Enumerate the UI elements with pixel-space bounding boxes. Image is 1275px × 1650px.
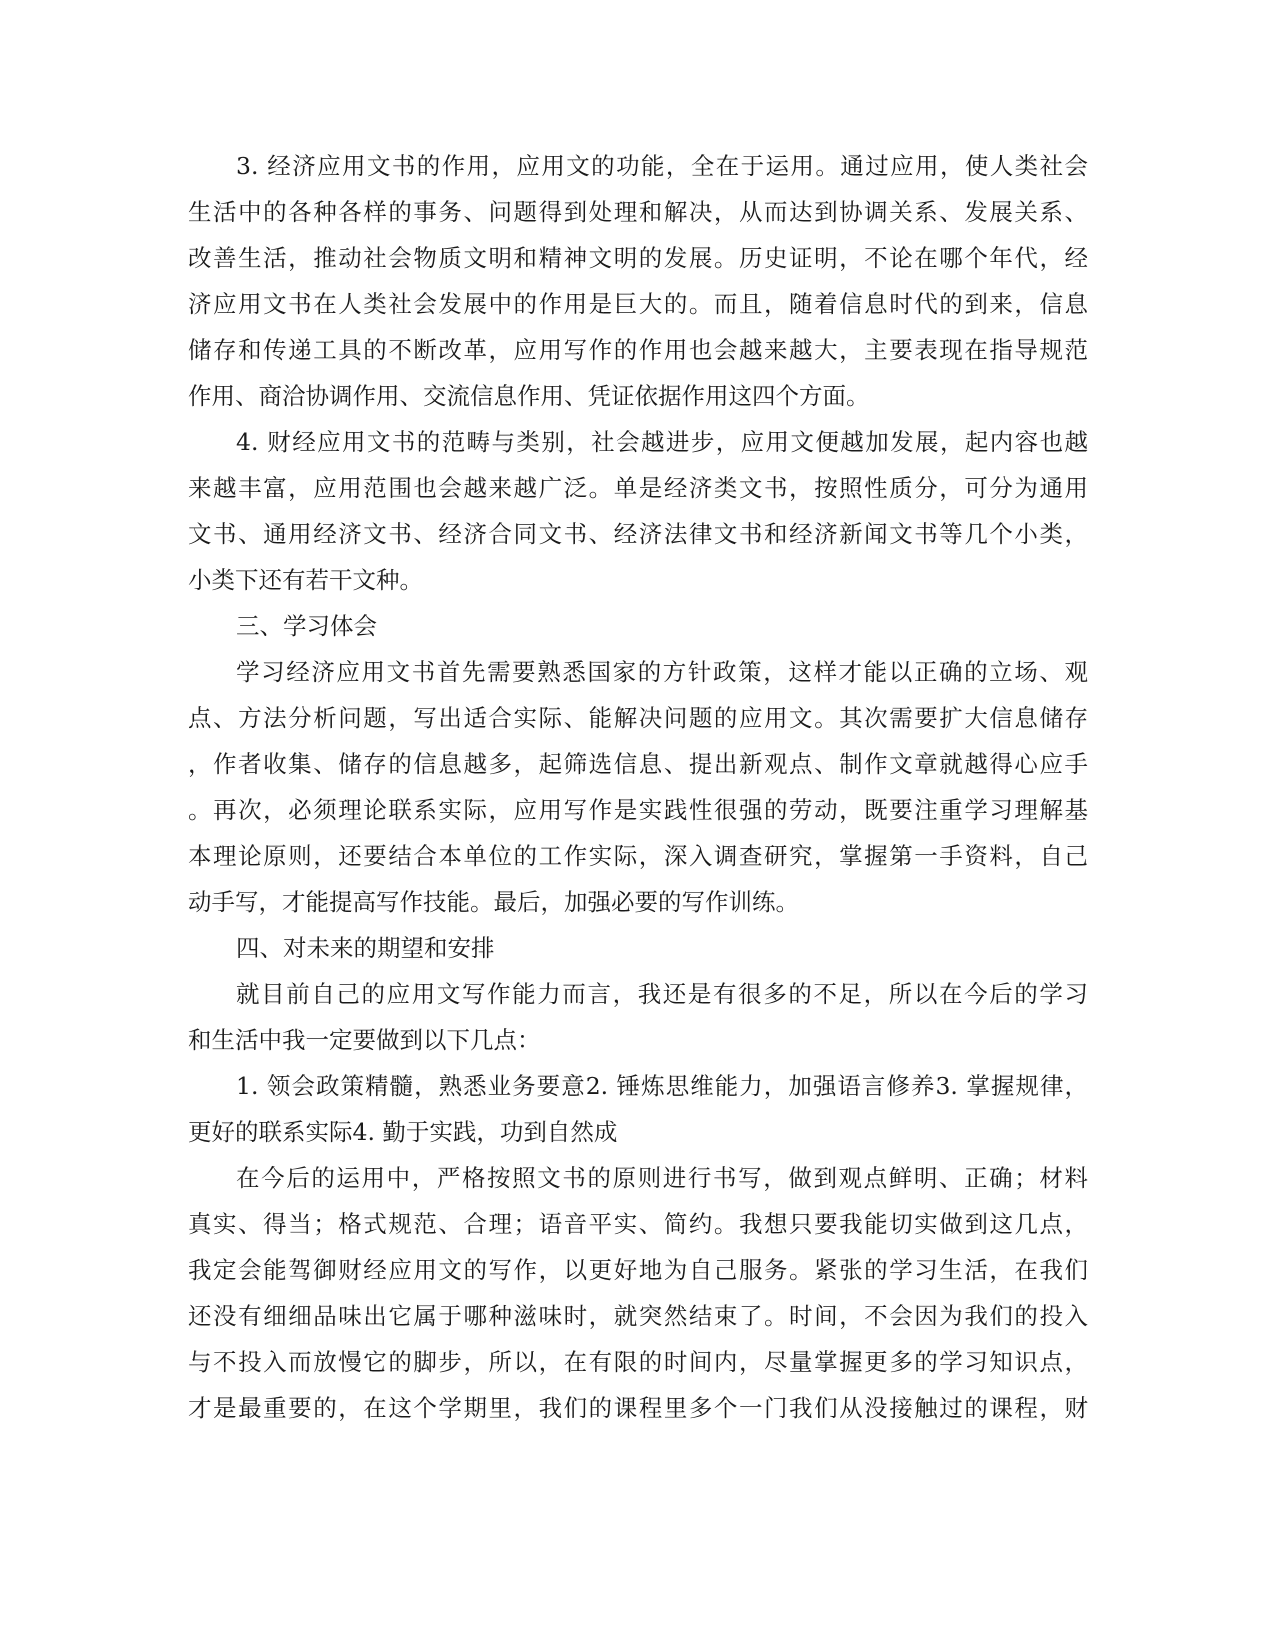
closing-paragraph-line-4: 还没有细细品味出它属于哪种滋味时，就突然结束了。时间，不会因为我们的投入	[188, 1302, 1088, 1330]
future-paragraph-line-1: 就目前自己的应用文写作能力而言，我还是有很多的不足，所以在今后的学习	[236, 980, 1088, 1008]
paragraph-3-line-4: 济应用文书在人类社会发展中的作用是巨大的。而且，随着信息时代的到来，信息	[188, 290, 1088, 318]
learning-paragraph-line-5: 本理论原则，还要结合本单位的工作实际，深入调查研究，掌握第一手资料，自己	[188, 842, 1088, 870]
learning-paragraph-line-4: 。再次，必须理论联系实际，应用写作是实践性很强的劳动，既要注重学习理解基	[188, 796, 1088, 824]
paragraph-3-line-6: 作用、商洽协调作用、交流信息作用、凭证依据作用这四个方面。	[188, 382, 870, 410]
learning-paragraph-line-6: 动手写，才能提高写作技能。最后，加强必要的写作训练。	[188, 888, 799, 916]
paragraph-4-line-3: 文书、通用经济文书、经济合同文书、经济法律文书和经济新闻文书等几个小类，	[188, 520, 1088, 548]
paragraph-4-line-2: 来越丰富，应用范围也会越来越广泛。单是经济类文书，按照性质分，可分为通用	[188, 474, 1088, 502]
future-paragraph-line-2: 和生活中我一定要做到以下几点：	[188, 1026, 541, 1054]
learning-paragraph-line-1: 学习经济应用文书首先需要熟悉国家的方针政策，这样才能以正确的立场、观	[236, 658, 1088, 686]
points-list-line-2: 更好的联系实际4. 勤于实践，功到自然成	[188, 1118, 618, 1146]
paragraph-3-line-5: 储存和传递工具的不断改革，应用写作的作用也会越来越大，主要表现在指导规范	[188, 336, 1088, 364]
closing-paragraph-line-2: 真实、得当；格式规范、合理；语音平实、简约。我想只要我能切实做到这几点，	[188, 1210, 1088, 1238]
closing-paragraph-line-3: 我定会能驾御财经应用文的写作，以更好地为自己服务。紧张的学习生活，在我们	[188, 1256, 1088, 1284]
paragraph-4-line-4: 小类下还有若干文种。	[188, 566, 423, 594]
paragraph-3-line-1: 3. 经济应用文书的作用，应用文的功能，全在于运用。通过应用，使人类社会	[236, 152, 1088, 180]
closing-paragraph-line-5: 与不投入而放慢它的脚步，所以，在有限的时间内，尽量掌握更多的学习知识点，	[188, 1348, 1088, 1376]
section-heading-learning: 三、学习体会	[236, 612, 377, 640]
points-list-line-1: 1. 领会政策精髓，熟悉业务要意2. 锤炼思维能力，加强语言修养3. 掌握规律，	[236, 1072, 1088, 1100]
paragraph-3-line-3: 改善生活，推动社会物质文明和精神文明的发展。历史证明，不论在哪个年代，经	[188, 244, 1088, 272]
learning-paragraph-line-3: ，作者收集、储存的信息越多，起筛选信息、提出新观点、制作文章就越得心应手	[188, 750, 1088, 778]
closing-paragraph-line-1: 在今后的运用中，严格按照文书的原则进行书写，做到观点鲜明、正确；材料	[236, 1164, 1088, 1192]
learning-paragraph-line-2: 点、方法分析问题，写出适合实际、能解决问题的应用文。其次需要扩大信息储存	[188, 704, 1088, 732]
section-heading-future: 四、对未来的期望和安排	[236, 934, 495, 962]
paragraph-3-line-2: 生活中的各种各样的事务、问题得到处理和解决，从而达到协调关系、发展关系、	[188, 198, 1088, 226]
closing-paragraph-line-6: 才是最重要的，在这个学期里，我们的课程里多个一门我们从没接触过的课程，财	[188, 1394, 1088, 1422]
paragraph-4-line-1: 4. 财经应用文书的范畴与类别，社会越进步，应用文便越加发展，起内容也越	[236, 428, 1088, 456]
